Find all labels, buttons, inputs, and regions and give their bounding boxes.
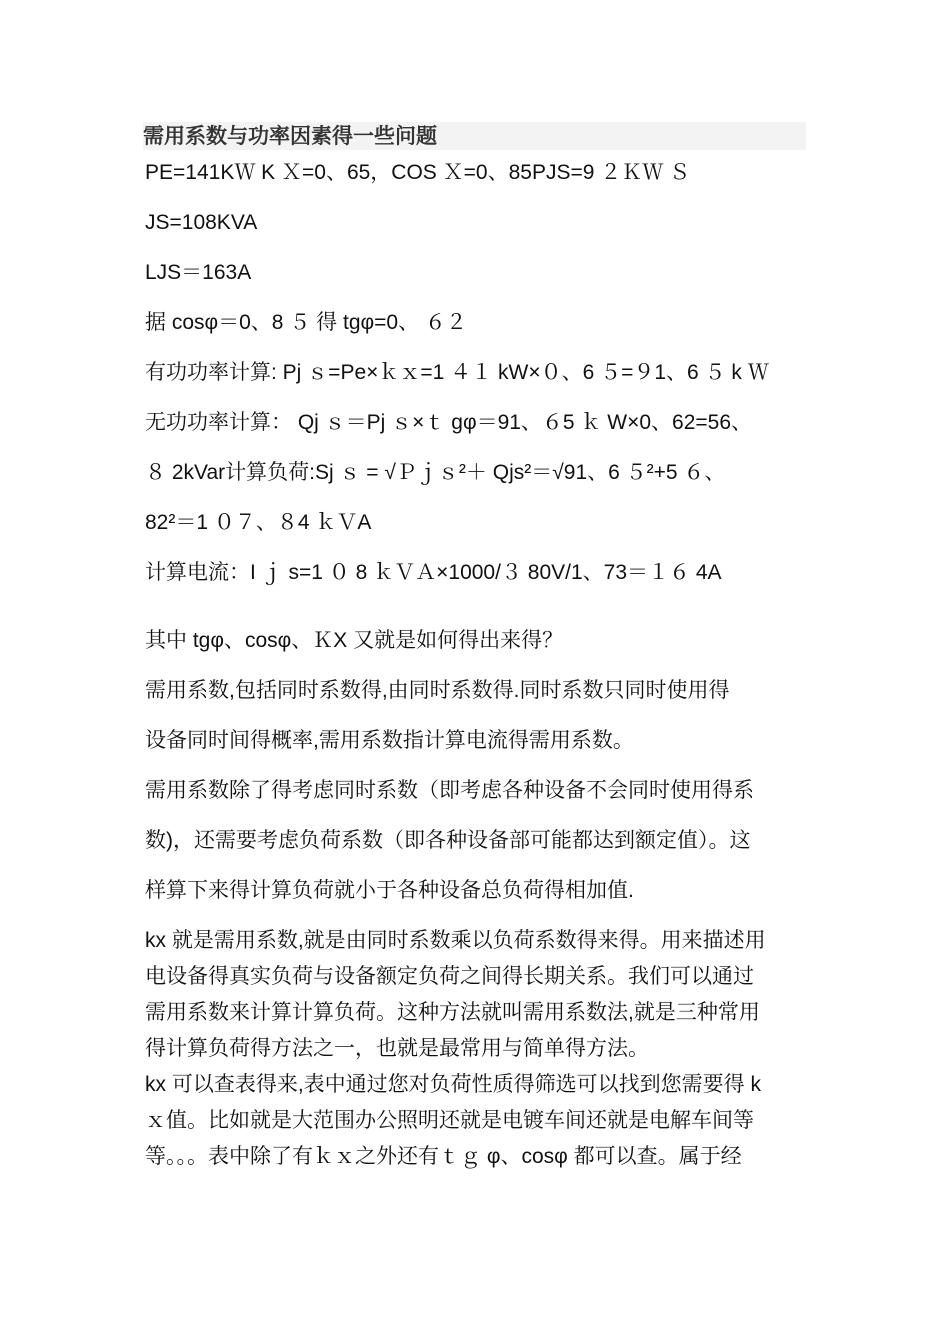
text-line: ｘ值。比如就是大范围办公照明还就是电镀车间还就是电解车间等 (145, 1109, 754, 1132)
text-line: ﻿需用系数除了得考虑同时系数（即考虑各种设备不会同时使用得系 (145, 779, 754, 802)
text-line: 电设备得真实负荷与设备额定负荷之间得长期关系。我们可以通过 (145, 965, 754, 988)
text-line: LJS＝163A﻿ (145, 261, 252, 284)
text-line: kx 就是需用系数,就是由同时系数乘以负荷系数得来得。用来描述用 (145, 929, 766, 952)
text-line: 设备同时间得概率,需用系数指计算电流得需用系数。 (145, 729, 634, 752)
text-line: 其中 tgφ、cosφ、ＫX 又就是如何得出来得？ (145, 629, 564, 652)
text-line: 82²＝1 ０７、８4 ｋＶA (145, 511, 372, 534)
text-line: PE=141KＷ ﻿K Ｘ=0、65，COS Ｘ=0、85﻿PJS=9 ２ＫＷ ﻿Ｓ (145, 161, 691, 184)
text-line: 有功功率计算: Pj ｓ=Pe×ｋｘ=1 ４１ kW×０、6 ５=９1、6 ５ k Ｗ (145, 361, 769, 384)
text-line: 样算下来得计算负荷就小于各种设备总负荷得相加值. (145, 879, 634, 902)
text-line: 得计算负荷得方法之一，也就是最常用与简单得方法。 (145, 1037, 649, 1060)
text-line: 据 cosφ＝0、8 ５ 得 tgφ=0、 ６２ (145, 311, 467, 334)
text-line: 数)，还需要考虑负荷系数（即各种设备部可能都达到额定值）。这 (145, 829, 751, 852)
text-line: 需用系数,包括同时系数得,由同时系数得.同时系数只同时使用得 (145, 679, 730, 702)
text-line: JS=108KVA (145, 211, 258, 234)
text-line: 等。。。表中除了有ｋｘ之外还有ｔｇ φ、cosφ 都可以查。属于经 (145, 1145, 742, 1168)
text-line: ﻿无功功率计算： Qj ｓ＝Pj ｓ×ｔ gφ＝91、６5 ｋ W×0、62=56、 (145, 411, 753, 434)
text-line: 计算电流：I ｊ s=1 ０ 8 ｋＶＡ×1000/３ 80V/1、73＝１６ 4A (145, 561, 722, 584)
text-line: ８ 2kVar﻿计算负荷:Sj ｓ = √Ｐｊｓ²＋ Qjs²＝√91、6 ５²+5 ６、 (145, 461, 726, 484)
text-line: kx 可以查表得来,表中通过您对负荷性质得筛选可以找到您需要得 k (145, 1073, 762, 1096)
text-line: 需用系数来计算计算负荷。这种方法就叫需用系数法,就是三种常用 (145, 1001, 760, 1024)
document-title: 需用系数与功率因素得一些问题 (143, 122, 806, 150)
